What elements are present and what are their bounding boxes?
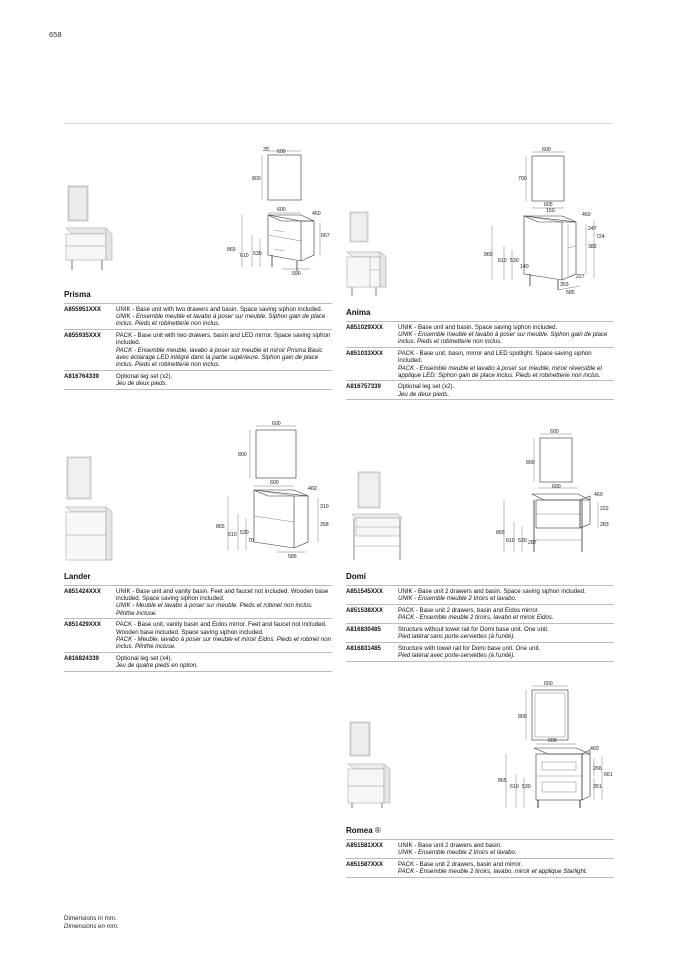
product-code: A851029XXX	[346, 324, 383, 331]
description-en: UNIK - Base unit and basin. Space saving siphon included.	[398, 324, 558, 331]
description-en: UNIK - Base unit with two drawers and basin. Space saving siphon included.	[116, 306, 323, 313]
table-row	[346, 840, 614, 859]
product-code: A851033XXX	[346, 350, 383, 358]
description-fr: Jeu de deux pieds.	[398, 390, 450, 398]
table-row	[346, 348, 614, 381]
product-code: A816824339	[64, 654, 99, 662]
svg-text:610: 610	[240, 253, 249, 259]
svg-text:35: 35	[263, 147, 269, 153]
footer-note	[64, 915, 119, 930]
description-en: PACK - Base unit, basin, mirror and LED spotlight. Space saving siphon included.	[398, 350, 592, 365]
footer-fr: Dimensions en mm.	[64, 922, 119, 930]
description-en: Structure with towel rail for Domi base unit. One unit.	[398, 644, 541, 652]
anima-photo	[344, 210, 394, 302]
lander-photo	[62, 455, 118, 567]
svg-text:610: 610	[510, 784, 519, 790]
product-code: A855935XXX	[64, 332, 101, 340]
svg-text:266: 266	[593, 766, 602, 772]
page-number: 658	[49, 30, 62, 39]
svg-text:600: 600	[272, 421, 281, 427]
svg-text:351: 351	[593, 784, 602, 790]
svg-text:865: 865	[216, 524, 225, 530]
product-code: A816757339	[346, 383, 381, 391]
svg-text:667: 667	[321, 233, 330, 239]
badge-icon: ®	[374, 826, 381, 835]
description-fr: PACK - Ensemble meuble, lavabo à poser sur meuble et miroir Prisma Basic avec éclairage LED intégré dans la partie supérieure. Siphon gain de place inclus. Pieds et robinetterie non inclus.	[116, 346, 323, 368]
description-en: PACK - Base unit 2 drawers, basin and Eidos mirror.	[398, 606, 540, 614]
svg-text:590: 590	[292, 271, 301, 277]
svg-text:800: 800	[252, 176, 261, 182]
prisma-title: Prisma	[64, 290, 332, 304]
svg-text:800: 800	[526, 460, 535, 466]
romea-photo	[344, 720, 396, 812]
svg-text:600: 600	[542, 147, 551, 153]
svg-text:382: 382	[588, 244, 597, 250]
svg-text:865: 865	[496, 530, 505, 536]
product-code: A851424XXX	[64, 588, 101, 595]
svg-text:865: 865	[484, 252, 493, 258]
svg-text:283: 283	[600, 522, 609, 528]
domi-dimension-drawing	[492, 426, 616, 564]
svg-text:800: 800	[518, 714, 527, 720]
description-fr: PACK - Ensemble meuble et lavabo à poser sur meuble, miroir réversible et applique LED. Siphon gain de place inclus. Pieds et robinetterie non inclus.	[398, 364, 603, 379]
romea-dimension-drawing	[496, 678, 620, 823]
description-fr: Pied latéral avec porte-serviettes (à l'unité).	[398, 651, 515, 659]
description-fr: Pied latéral sans porte-serviettes (à l'unité).	[398, 633, 515, 641]
svg-text:600: 600	[544, 681, 553, 687]
table-row	[346, 586, 614, 605]
svg-text:600: 600	[548, 738, 557, 744]
anima-section	[346, 308, 614, 400]
svg-text:140: 140	[520, 264, 529, 270]
table-row	[346, 624, 614, 643]
domi-title: Domi	[346, 572, 614, 586]
svg-text:610: 610	[506, 538, 515, 544]
svg-text:610: 610	[498, 258, 507, 264]
description-fr: Jeu de deux pieds.	[116, 379, 168, 387]
svg-text:600: 600	[277, 207, 286, 213]
product-code: A851429XXX	[64, 621, 101, 629]
product-code: A816831485	[346, 644, 381, 652]
svg-text:227: 227	[576, 274, 585, 280]
description-fr: UNIK - Ensemble meuble 2 tiroirs et lavabo.	[398, 595, 517, 603]
svg-text:586: 586	[288, 554, 297, 560]
svg-text:585: 585	[566, 290, 575, 296]
table-row	[64, 586, 332, 619]
description-en: UNIK - Base unit and vanity basin. Feet and faucet not included. Wooden base included. Space saving siphon included.	[116, 588, 329, 603]
product-code: A816830485	[346, 625, 381, 633]
svg-text:70: 70	[248, 538, 254, 544]
svg-text:460: 460	[590, 746, 599, 752]
product-code: A851581XXX	[346, 842, 383, 849]
svg-text:605: 605	[544, 202, 553, 208]
product-code: A816764339	[64, 372, 99, 380]
domi-section	[346, 572, 614, 662]
lander-section	[64, 572, 332, 672]
description-en: UNIK - Base unit 2 drawers and basin. Space saving siphon included.	[398, 588, 586, 595]
svg-text:530: 530	[253, 251, 262, 257]
svg-text:530: 530	[510, 258, 519, 264]
lander-title: Lander	[64, 572, 332, 586]
table-row	[346, 381, 614, 400]
table-row	[346, 859, 614, 878]
svg-text:600: 600	[277, 149, 286, 155]
svg-text:460: 460	[312, 211, 321, 217]
prisma-dimension-drawing	[222, 143, 340, 278]
svg-text:724: 724	[596, 234, 605, 240]
table-row	[346, 643, 614, 662]
prisma-photo	[62, 184, 118, 274]
description-en: Structure without towel rail for Domi base unit. One unit.	[398, 625, 549, 633]
svg-text:865: 865	[227, 247, 236, 253]
table-row	[64, 619, 332, 652]
svg-text:530: 530	[522, 784, 531, 790]
svg-text:600: 600	[270, 480, 279, 486]
svg-text:358: 358	[320, 522, 329, 528]
prisma-section	[64, 290, 332, 390]
svg-text:460: 460	[594, 492, 603, 498]
description-en: Optional leg set (x2).	[116, 372, 173, 380]
description-en: Optional leg set (x4).	[116, 654, 173, 662]
description-en: PACK - Base unit 2 drawers, basin and mirror.	[398, 860, 523, 868]
description-fr: UNIK - Meuble et lavabo à poser sur meuble. Pieds et robinet non inclus. Plinthe incluse.	[116, 602, 313, 617]
svg-text:460: 460	[308, 486, 317, 492]
svg-text:150: 150	[546, 208, 555, 214]
product-code: A855951XXX	[64, 306, 101, 313]
svg-text:460: 460	[582, 212, 591, 218]
table-row	[64, 653, 332, 672]
description-en: UNIK - Base unit 2 drawers and basin.	[398, 842, 502, 849]
description-fr: UNIK - Ensemble meuble 2 tiroirs et lavabo.	[398, 849, 517, 857]
table-row	[64, 371, 332, 390]
description-en: PACK - Base unit with two drawers, basin and LED mirror. Space saving siphon included.	[116, 332, 331, 347]
lander-dimension-drawing	[216, 418, 340, 563]
svg-text:700: 700	[518, 176, 527, 182]
table-row	[346, 322, 614, 348]
description-en: Optional leg set (x2).	[398, 383, 455, 391]
svg-text:310: 310	[320, 504, 329, 510]
table-row	[346, 605, 614, 624]
description-fr: PACK - Ensemble meuble 2 tiroirs, lavabo et miroir Eidos.	[398, 614, 554, 622]
svg-text:865: 865	[498, 778, 507, 784]
svg-text:530: 530	[518, 538, 527, 544]
svg-text:610: 610	[228, 532, 237, 538]
romea-title: Romea ®	[346, 826, 614, 840]
description-fr: PACK - Ensemble meuble 2 tiroirs, lavabo, miroir et applique Starlight.	[398, 868, 588, 876]
anima-title: Anima	[346, 308, 614, 322]
romea-section	[346, 826, 614, 878]
svg-text:600: 600	[550, 429, 559, 435]
svg-text:600: 600	[552, 484, 561, 490]
product-code: A851545XXX	[346, 588, 383, 595]
table-row	[64, 330, 332, 371]
domi-photo	[344, 470, 406, 566]
svg-text:222: 222	[600, 506, 609, 512]
description-fr: UNIK - Ensemble meuble et lavabo à poser sur meuble. Siphon gain de place inclus. Pieds et robinetterie non inclus.	[398, 331, 608, 346]
svg-text:247: 247	[588, 226, 597, 232]
svg-text:530: 530	[240, 530, 249, 536]
anima-dimension-drawing	[484, 146, 614, 298]
description-en: PACK - Base unit, vanity basin and Eidos mirror. Feet and faucet not included. Wooden base included. Space saving siphon included.	[116, 621, 327, 636]
description-fr: Jeu de quatre pieds en option.	[116, 661, 198, 669]
table-row	[64, 304, 332, 330]
product-code: A851538XXX	[346, 606, 383, 614]
top-divider	[64, 123, 612, 124]
footer-en: Dimensions in mm.	[64, 915, 117, 922]
svg-text:287: 287	[528, 540, 537, 546]
svg-text:800: 800	[238, 452, 247, 458]
description-fr: PACK - Meuble, lavabo à poser sur meuble et miroir Eidos. Pieds et robinet non inclus. Plinthe incluse.	[116, 635, 331, 650]
product-code: A851587XXX	[346, 860, 383, 868]
svg-text:661: 661	[604, 772, 613, 778]
svg-text:353: 353	[560, 282, 569, 288]
description-fr: UNIK - Ensemble meuble et lavabo à poser sur meuble. Siphon gain de place inclus. Pieds et robinetterie non inclus.	[116, 313, 326, 328]
